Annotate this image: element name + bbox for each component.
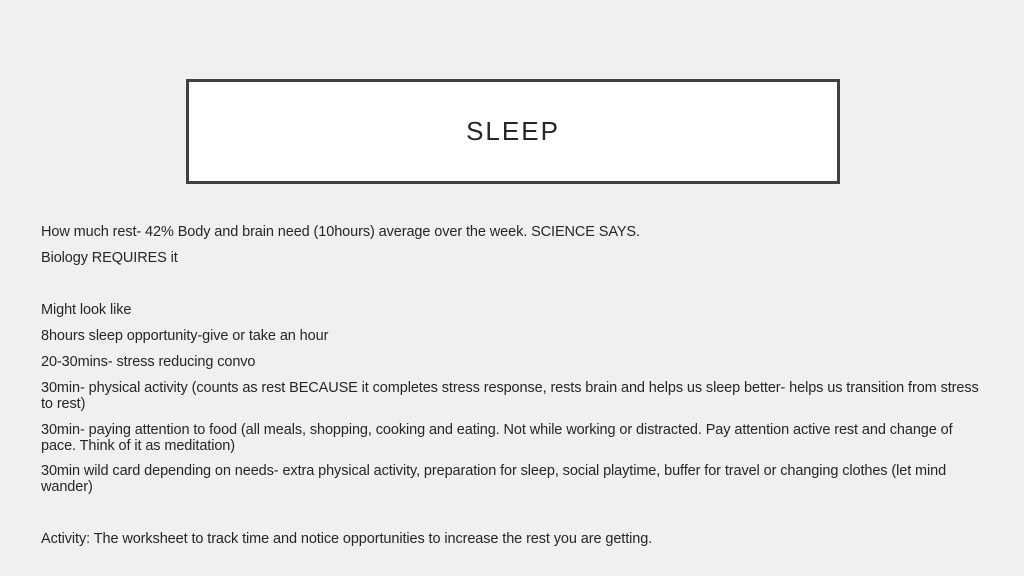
body-line-rest-amount: How much rest- 42% Body and brain need (10hours) average over the week. SCIENCE SAYS. [41,224,640,240]
body-line-stress-convo: 20-30mins- stress reducing convo [41,354,256,370]
body-line-physical-activity: 30min- physical activity (counts as rest BECAUSE it completes stress response, rests brain and helps us sleep better- helps us transition from stress to rest) [41,380,979,412]
body-line-might-look-like: Might look like [41,302,132,318]
body-line-food-attention: 30min- paying attention to food (all meals, shopping, cooking and eating. Not while working or distracted. Pay attention active rest and change of pace. Think of it as meditation) [41,422,953,454]
body-line-sleep-opportunity: 8hours sleep opportunity-give or take an hour [41,328,329,344]
slide-title: SLEEP [466,116,560,146]
body-line-activity: Activity: The worksheet to track time and notice opportunities to increase the rest you are getting. [41,531,653,547]
body-line-biology: Biology REQUIRES it [41,250,178,266]
body-line-wild-card: 30min wild card depending on needs- extra physical activity, preparation for sleep, social playtime, buffer for travel or changing clothes (let mind wander) [41,463,947,495]
title-box [186,79,840,184]
